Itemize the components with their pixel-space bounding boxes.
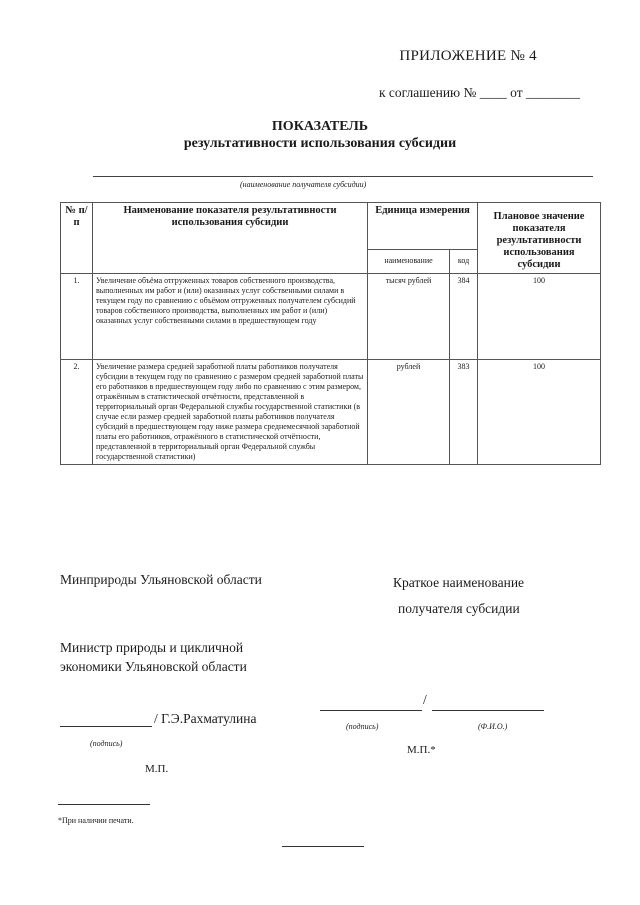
row-plan-value: 100 — [478, 360, 601, 465]
appendix-number: ПРИЛОЖЕНИЕ № 4 — [399, 48, 537, 64]
header-unit: Единица измерения — [368, 203, 478, 250]
row-plan-value: 100 — [478, 274, 601, 360]
title-line-2: результативности использования субсидии — [183, 136, 457, 151]
minister-position-line-1: Министр природы и цикличной — [60, 640, 244, 655]
row-unit-code: 384 — [450, 274, 478, 360]
recipient-name-line — [93, 176, 593, 177]
recipient-short-name-label-1: Краткое наименование — [393, 575, 525, 590]
recipient-fio-caption: (Ф.И.О.) — [478, 722, 508, 731]
recipient-fio-line — [432, 710, 544, 711]
row-unit-code: 383 — [450, 360, 478, 465]
recipient-short-name-label-2: получателя субсидии — [398, 601, 520, 616]
document-title — [0, 118, 640, 152]
recipient-signature-caption: (подпись) — [346, 722, 379, 731]
recipient-caption: (наименование получателя субсидии) — [240, 180, 367, 189]
recipient-signature-line — [320, 710, 422, 711]
table-row — [61, 274, 601, 360]
minister-name: / Г.Э.Рахматулина — [154, 711, 257, 726]
recipient-stamp-place: М.П.* — [407, 744, 436, 756]
header-unit-name: наименование — [368, 249, 450, 273]
signature-separator: / — [423, 692, 427, 707]
row-unit-name: тысяч рублей — [368, 274, 450, 360]
header-indicator-name: Наименование показателя результативности использования субсидии — [93, 203, 368, 274]
row-indicator-name: Увеличение размера средней заработной платы работников получателя субсидии в текущем году по сравнению с размером средней заработной платы его работников в предшествующем году либо по сравнению с этим размером, отражённым в статистической отчётности, представленной в территориальный орган Федеральной службы государственной статистики (в случае если размер средней заработной платы работников получателя субсидий в предшествующем году ниже размера среднемесячной заработной платы его работников, отражённого в статистической отчётности, представленной в территориальный орган Федеральной службы государственной статистики) — [93, 360, 368, 465]
footnote-separator — [58, 804, 150, 805]
row-number: 1. — [61, 274, 93, 360]
ministry-name: Минприроды Ульяновской области — [60, 572, 262, 587]
header-number: № п/п — [61, 203, 93, 274]
minister-position-line-2: экономики Ульяновской области — [60, 659, 247, 674]
title-line-1: ПОКАЗАТЕЛЬ — [271, 119, 369, 134]
agreement-reference: к соглашению № ____ от ________ — [378, 85, 580, 100]
footnote-text: *При наличии печати. — [58, 816, 134, 825]
row-number: 2. — [61, 360, 93, 465]
row-unit-name: рублей — [368, 360, 450, 465]
minister-stamp-place: М.П. — [145, 763, 169, 775]
table-row — [61, 360, 601, 465]
page-bottom-line — [282, 846, 364, 847]
header-plan-value: Плановое значение показателя результативности использования субсидии — [478, 203, 601, 274]
minister-signature-caption: (подпись) — [90, 739, 123, 748]
minister-signature-line — [60, 726, 152, 727]
row-indicator-name: Увеличение объёма отгруженных товаров собственного производства, выполненных им работ и (или) оказанных услуг собственными силами в текущем году по сравнению с объёмом отгруженных получателем субсидий товаров собственного производства, выполненных им работ и (или) оказанных услуг собственными силами в предшествующем году — [93, 274, 368, 360]
indicators-table — [60, 202, 601, 465]
minister-position — [60, 638, 247, 676]
header-unit-code: код — [450, 249, 478, 273]
